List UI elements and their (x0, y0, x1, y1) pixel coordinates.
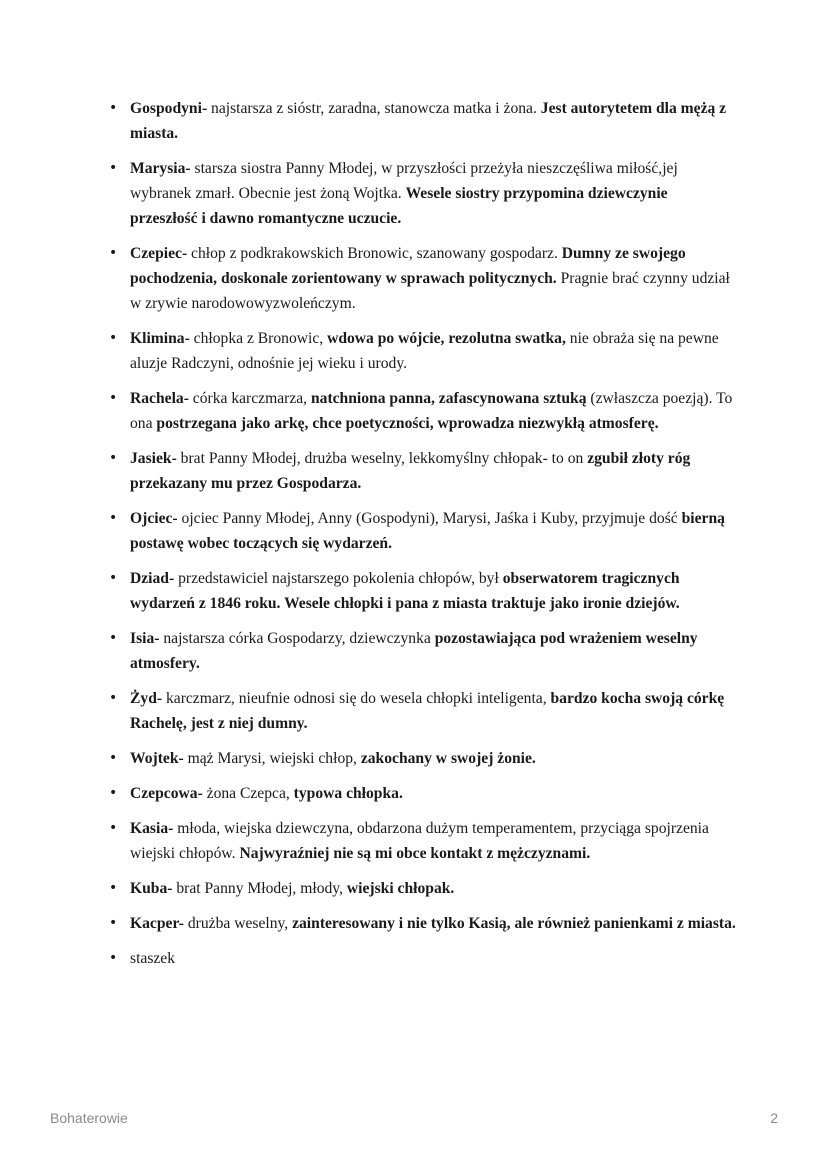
description-text: (zwłaszcza poezją). To ona (130, 390, 733, 432)
character-name: Jasiek- (130, 450, 177, 467)
description-text: brat Panny Młodej, drużba weselny, lekkomyślny chłopak- to on (176, 450, 588, 467)
character-name: Kasia- (130, 820, 174, 837)
list-item (109, 506, 739, 556)
list-item (109, 911, 739, 936)
list-item (109, 816, 739, 866)
bold-text: wiejski chłopak. (346, 880, 455, 897)
bold-text: Najwyraźniej nie są mi obce kontakt z mężczyznami. (239, 845, 591, 862)
bold-text: Jest autorytetem dla mężą z miasta. (130, 100, 727, 142)
description-text: ojciec Panny Młodej, Anny (Gospodyni), Marysi, Jaśka i Kuby, przyjmuje dość (177, 510, 682, 527)
character-name: Wojtek- (130, 750, 184, 767)
character-name: Czepiec- (130, 245, 188, 262)
character-name: Czepcowa- (130, 785, 203, 802)
description-text: córka karczmarza, (188, 390, 311, 407)
page-number: 2 (770, 1110, 778, 1126)
list-item (109, 446, 739, 496)
bold-text: postrzegana jako arkę, chce poetyczności, wprowadza niezwykłą atmosferę. (156, 415, 659, 432)
bold-text: bierną postawę wobec toczących się wydarzeń. (130, 510, 725, 552)
description-text: przedstawiciel najstarszego pokolenia chłopów, był (174, 570, 503, 587)
list-item (109, 746, 739, 771)
list-item (109, 626, 739, 676)
list-item (109, 156, 739, 231)
character-name: Ojciec- (130, 510, 178, 527)
list-item (109, 946, 739, 971)
description-text: nie obraża się na pewne aluzje Radczyni, odnośnie jej wieku i urody. (130, 330, 719, 372)
bold-text: bardzo kocha swoją córkę Rachelę, jest z niej dumny. (130, 690, 725, 732)
character-name: Rachela- (130, 390, 189, 407)
description-text: starsza siostra Panny Młodej, w przyszłości przeżyła nieszczęśliwa miłość,jej wybranek zmarł. Obecnie jest żoną Wojtka. (130, 160, 678, 202)
character-name: Gospodyni- (130, 100, 208, 117)
list-item (109, 326, 739, 376)
description-text: chłopka z Bronowic, (189, 330, 328, 347)
description-text: Pragnie brać czynny udział w zrywie narodowowyzwoleńczym. (130, 270, 730, 312)
bold-text: Dumny ze swojego pochodzenia, doskonale zorientowany w sprawach politycznych. (130, 245, 686, 287)
character-name: Kacper- (130, 915, 184, 932)
character-name: Kuba- (130, 880, 173, 897)
description-text: chłop z podkrakowskich Bronowic, szanowany gospodarz. (187, 245, 562, 262)
character-name: Isia- (130, 630, 160, 647)
bold-text: zgubił złoty róg przekazany mu przez Gospodarza. (130, 450, 691, 492)
description-text: brat Panny Młodej, młody, (172, 880, 347, 897)
description-text: staszek (130, 950, 176, 967)
bold-text: Wesele siostry przypomina dziewczynie przeszłość i dawno romantyczne uczucie. (130, 185, 668, 227)
bold-text: zakochany w swojej żonie. (360, 750, 536, 767)
character-name: Marysia- (130, 160, 191, 177)
footer-title: Bohaterowie (50, 1110, 128, 1126)
character-name: Klimina- (130, 330, 190, 347)
document-body (109, 96, 739, 981)
bold-text: natchniona panna, zafascynowana sztuką (310, 390, 587, 407)
bold-text: zainteresowany i nie tylko Kasią, ale również panienkami z miasta. (292, 915, 736, 932)
list-item (109, 781, 739, 806)
character-list (109, 96, 739, 971)
list-item (109, 876, 739, 901)
bold-text: typowa chłopka. (293, 785, 403, 802)
character-name: Żyd- (130, 690, 163, 707)
description-text: drużba weselny, (183, 915, 293, 932)
bold-text: wdowa po wójcie, rezolutna swatka, (327, 330, 566, 347)
list-item (109, 686, 739, 736)
description-text: karczmarz, nieufnie odnosi się do wesela chłopki inteligenta, (162, 690, 551, 707)
list-item (109, 566, 739, 616)
list-item (109, 96, 739, 146)
description-text: najstarsza córka Gospodarzy, dziewczynka (159, 630, 435, 647)
bold-text: obserwatorem tragicznych wydarzeń z 1846 roku. Wesele chłopki i pana z miasta traktuje jako ironie dziejów. (130, 570, 680, 612)
description-text: żona Czepca, (202, 785, 294, 802)
description-text: młoda, wiejska dziewczyna, obdarzona dużym temperamentem, przyciąga spojrzenia wiejski chłopów. (130, 820, 709, 862)
bold-text: pozostawiająca pod wrażeniem weselny atmosfery. (130, 630, 698, 672)
description-text: najstarsza z sióstr, zaradna, stanowcza matka i żona. (207, 100, 541, 117)
description-text: mąż Marysi, wiejski chłop, (183, 750, 361, 767)
list-item (109, 386, 739, 436)
list-item (109, 241, 739, 316)
character-name: Dziad- (130, 570, 175, 587)
